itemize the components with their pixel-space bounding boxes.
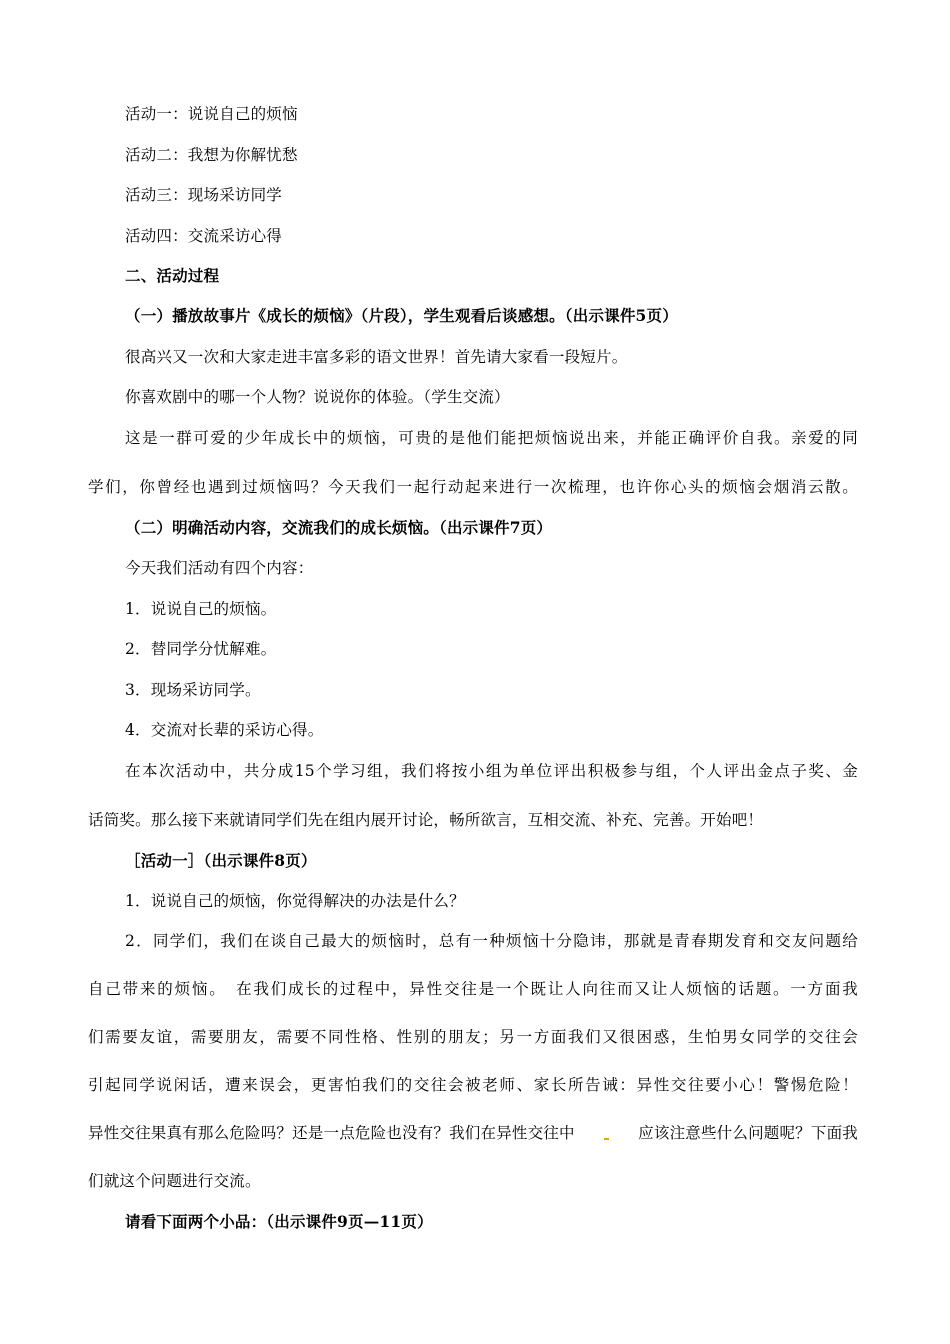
list-item: 2．替同学分忧解难。 bbox=[125, 640, 277, 658]
paragraph-line: 学们，你曾经也遇到过烦恼吗？今天我们一起行动起来进行一次梳理，也许你心头的烦恼会烟消云散。 bbox=[88, 478, 858, 496]
activity-list-item: 活动三：现场采访同学 bbox=[125, 186, 283, 204]
activity-list-item: 活动四：交流采访心得 bbox=[125, 227, 283, 245]
activity1-heading: ［活动一］（出示课件8页） bbox=[125, 851, 317, 870]
paragraph-line: 话筒奖。那么接下来就请同学们先在组内展开讨论，畅所欲言，互相交流、补充、完善。开始吧！ bbox=[88, 811, 764, 829]
section-heading: 二、活动过程 bbox=[125, 266, 220, 285]
paragraph: 今天我们活动有四个内容： bbox=[125, 559, 314, 577]
question: 1．说说自己的烦恼，你觉得解决的办法是什么？ bbox=[125, 892, 465, 910]
paragraph-line: 自己带来的烦恼。 在我们成长的过程中，异性交往是一个既让人向往而又让人烦恼的话题。一方面我 bbox=[88, 980, 858, 998]
part2-heading: （二）明确活动内容，交流我们的成长烦恼。（出示课件7页） bbox=[125, 518, 553, 537]
edit-mark-icon bbox=[604, 1138, 609, 1140]
paragraph-line: 们就这个问题进行交流。 bbox=[88, 1172, 261, 1190]
list-item: 4．交流对长辈的采访心得。 bbox=[125, 721, 324, 739]
part1-heading: （一）播放故事片《成长的烦恼》（片段），学生观看后谈感想。（出示课件5页） bbox=[125, 306, 678, 325]
list-item: 1．说说自己的烦恼。 bbox=[125, 600, 277, 618]
paragraph-line bbox=[88, 1123, 858, 1143]
list-item: 3．现场采访同学。 bbox=[125, 681, 261, 699]
paragraph-line: 们需要友谊，需要朋友，需要不同性格、性别的朋友；另一方面我们又很困惑，生怕男女同学的交往会 bbox=[88, 1028, 858, 1046]
paragraph-line: 在本次活动中，共分成15个学习组，我们将按小组为单位评出积极参与组，个人评出金点子奖、金 bbox=[125, 762, 858, 780]
activity-list-item: 活动二：我想为你解忧愁 bbox=[125, 146, 298, 164]
paragraph: 很高兴又一次和大家走进丰富多彩的语文世界！首先请大家看一段短片。 bbox=[125, 348, 628, 366]
paragraph-line: 这是一群可爱的少年成长中的烦恼，可贵的是他们能把烦恼说出来，并能正确评价自我。亲爱的同 bbox=[125, 429, 858, 447]
paragraph-line-part: 异性交往果真有那么危险吗？还是一点危险也没有？我们在异性交往中 bbox=[88, 1124, 575, 1142]
paragraph-line: 引起同学说闲话，遭来误会，更害怕我们的交往会被老师、家长所告诫：异性交往要小心！警惕危险！ bbox=[88, 1076, 858, 1094]
paragraph-line-part: 应该注意些什么问题呢？下面我 bbox=[638, 1124, 858, 1142]
activity-list-item: 活动一：说说自己的烦恼 bbox=[125, 105, 298, 123]
skits-heading: 请看下面两个小品：（出示课件9页—11页） bbox=[125, 1212, 433, 1231]
paragraph-line: 2．同学们，我们在谈自己最大的烦恼时，总有一种烦恼十分隐讳，那就是青春期发育和交友问题给 bbox=[125, 932, 858, 950]
paragraph: 你喜欢剧中的哪一个人物？说说你的体验。（学生交流） bbox=[125, 388, 510, 406]
